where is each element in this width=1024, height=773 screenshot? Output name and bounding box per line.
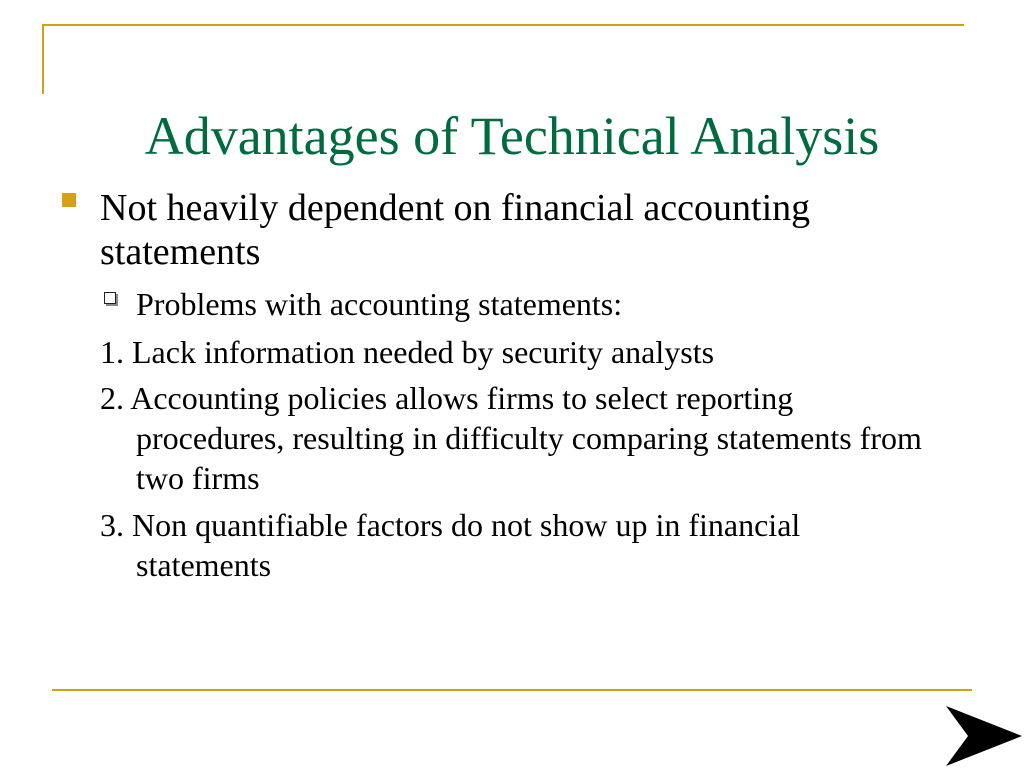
hollow-square-bullet-icon bbox=[104, 292, 116, 304]
next-slide-button[interactable] bbox=[944, 704, 1024, 768]
numbered-item-3 bbox=[100, 505, 930, 585]
frame-bottom-line bbox=[52, 689, 972, 691]
numbered-item-2 bbox=[100, 378, 930, 498]
arrow-right-icon bbox=[944, 704, 1024, 768]
frame-left-line bbox=[42, 24, 44, 94]
numbered-item-text: 1. Lack information needed by security analysts bbox=[100, 334, 715, 370]
main-bullet-text: Not heavily dependent on financial accounting statements bbox=[100, 187, 811, 273]
square-bullet-icon bbox=[62, 193, 76, 207]
numbered-item-continuation: statements bbox=[136, 547, 272, 583]
numbered-item-continuation: procedures, resulting in difficulty comparing statements from two firms bbox=[136, 420, 922, 496]
sub-bullet-text: Problems with accounting statements: bbox=[136, 286, 623, 322]
numbered-item-text: 2. Accounting policies allows firms to select reporting bbox=[100, 380, 794, 416]
frame-top-line bbox=[42, 24, 964, 26]
numbered-item-text: 3. Non quantifiable factors do not show up in financial bbox=[100, 507, 801, 543]
slide-title: Advantages of Technical Analysis bbox=[144, 106, 880, 166]
numbered-item-1 bbox=[100, 332, 930, 372]
